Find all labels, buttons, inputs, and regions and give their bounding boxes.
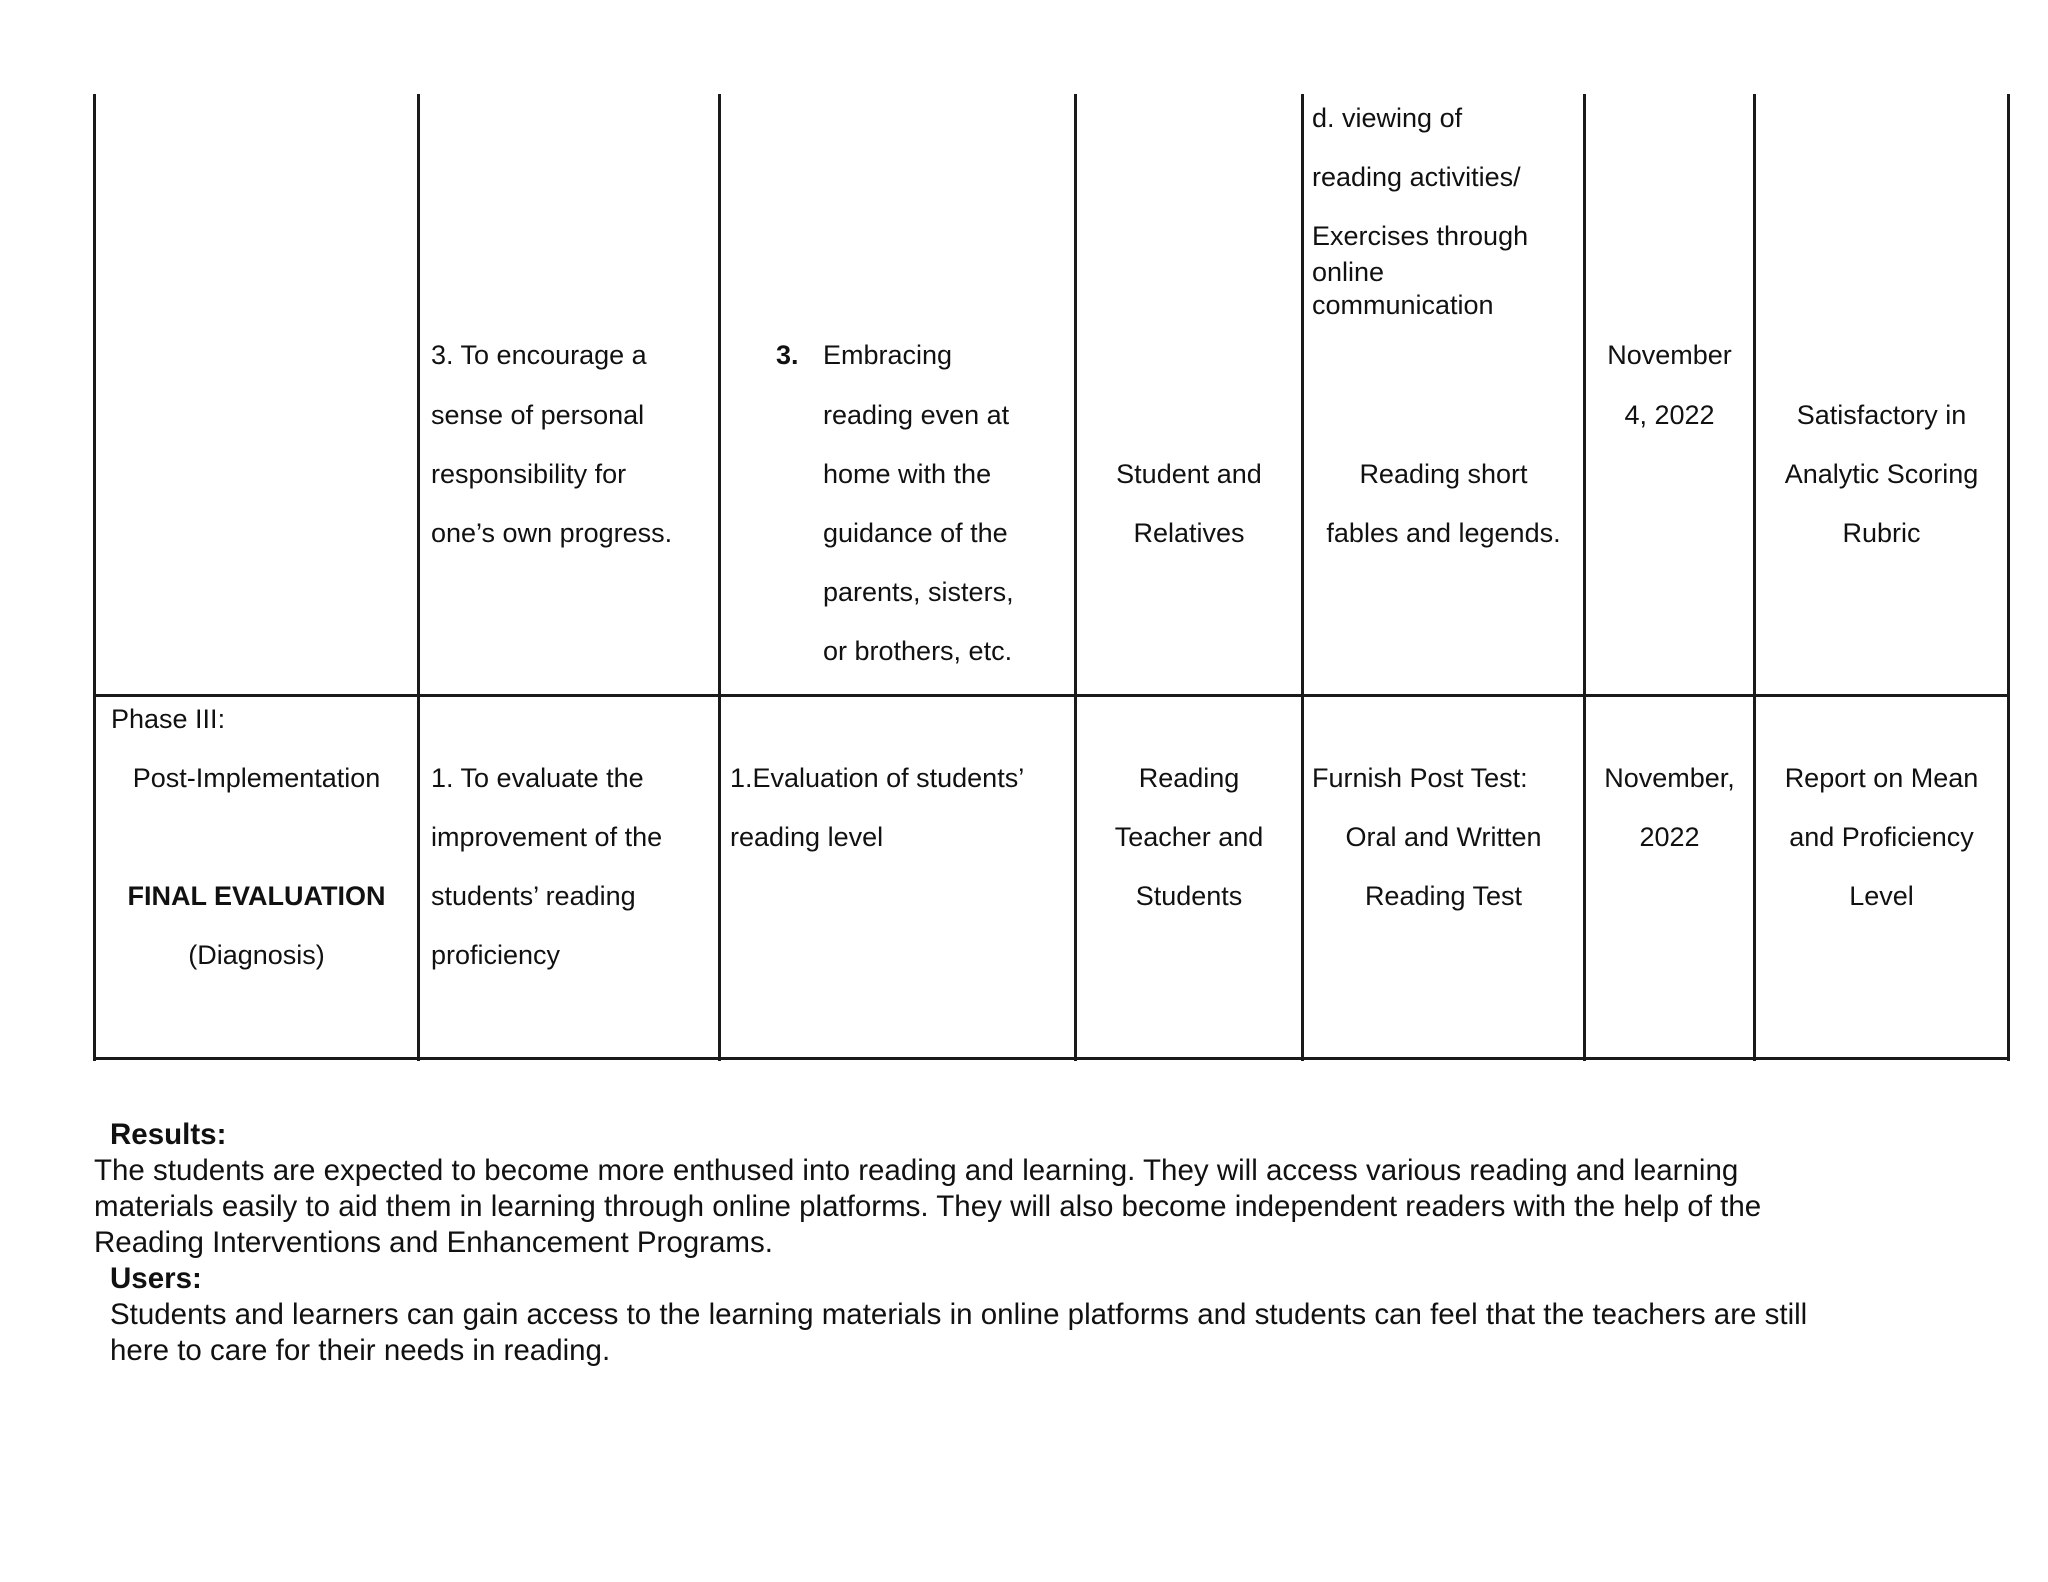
cell-text: fables and legends. [1326, 518, 1561, 548]
column-divider [1583, 94, 1586, 1061]
users-heading: Users: [110, 1262, 202, 1295]
cell-text: and Proficiency [1789, 822, 1974, 852]
cell-text: Student and [1116, 459, 1262, 489]
cell-text: home with the [823, 459, 992, 489]
cell-text: November [1607, 340, 1732, 370]
results-line: Reading Interventions and Enhancement Programs. [94, 1226, 773, 1259]
cell-text: reading activities/ [1312, 162, 1521, 192]
cell-text: Exercises through [1312, 221, 1529, 251]
cell-text: improvement of the [431, 822, 663, 852]
cell-text: Relatives [1133, 518, 1245, 548]
results-heading: Results: [110, 1118, 227, 1151]
users-line: here to care for their needs in reading. [110, 1334, 611, 1367]
cell-text: reading level [730, 822, 884, 852]
phase-diagnosis: (Diagnosis) [188, 940, 325, 970]
cell-text: Reading [1138, 763, 1240, 793]
cell-text: communication [1312, 290, 1494, 320]
table-border-bottom [93, 1057, 2010, 1060]
cell-text: guidance of the [823, 518, 1008, 548]
cell-text: Rubric [1842, 518, 1921, 548]
results-line: materials easily to aid them in learning through online platforms. They will also become independent readers with the help of the [94, 1190, 1762, 1223]
cell-text: Oral and Written [1345, 822, 1542, 852]
cell-text: online [1312, 257, 1385, 287]
users-line: Students and learners can gain access to the learning materials in online platforms and students can feel that the teachers are still [110, 1298, 1808, 1331]
column-divider [417, 94, 420, 1061]
cell-text: Reading Test [1364, 881, 1523, 911]
cell-text: 1.Evaluation of students’ [730, 763, 1025, 793]
table-border-right [2007, 94, 2010, 1061]
cell-text: Embracing [823, 340, 953, 370]
cell-text: Teacher and [1114, 822, 1264, 852]
cell-text: Satisfactory in [1796, 400, 1967, 430]
cell-text: Level [1849, 881, 1914, 911]
cell-text: one’s own progress. [431, 518, 673, 548]
cell-text: Furnish Post Test: [1312, 763, 1528, 793]
list-number: 3. [776, 340, 799, 370]
cell-text: November, [1604, 763, 1735, 793]
cell-text: d. viewing of [1312, 103, 1463, 133]
cell-text: students’ reading [431, 881, 636, 911]
cell-text: Report on Mean [1784, 763, 1979, 793]
row-divider [93, 694, 2010, 697]
results-line: The students are expected to become more enthused into reading and learning. They will access various reading and learning [94, 1154, 1739, 1187]
cell-text: sense of personal [431, 400, 645, 430]
cell-text: Students [1135, 881, 1243, 911]
column-divider [718, 94, 721, 1061]
cell-text: reading even at [823, 400, 1010, 430]
cell-text: Reading short [1359, 459, 1528, 489]
cell-text: 2022 [1639, 822, 1700, 852]
phase-label: Phase III: [111, 704, 226, 734]
cell-text: 1. To evaluate the [431, 763, 644, 793]
cell-text: Analytic Scoring [1784, 459, 1979, 489]
cell-text: 3. To encourage a [431, 340, 647, 370]
cell-text: proficiency [431, 940, 561, 970]
cell-text: responsibility for [431, 459, 627, 489]
cell-text: or brothers, etc. [823, 636, 1013, 666]
phase-final-evaluation: FINAL EVALUATION [127, 881, 386, 911]
cell-text: parents, sisters, [823, 577, 1014, 607]
phase-title: Post-Implementation [132, 763, 381, 793]
cell-text: 4, 2022 [1624, 400, 1715, 430]
